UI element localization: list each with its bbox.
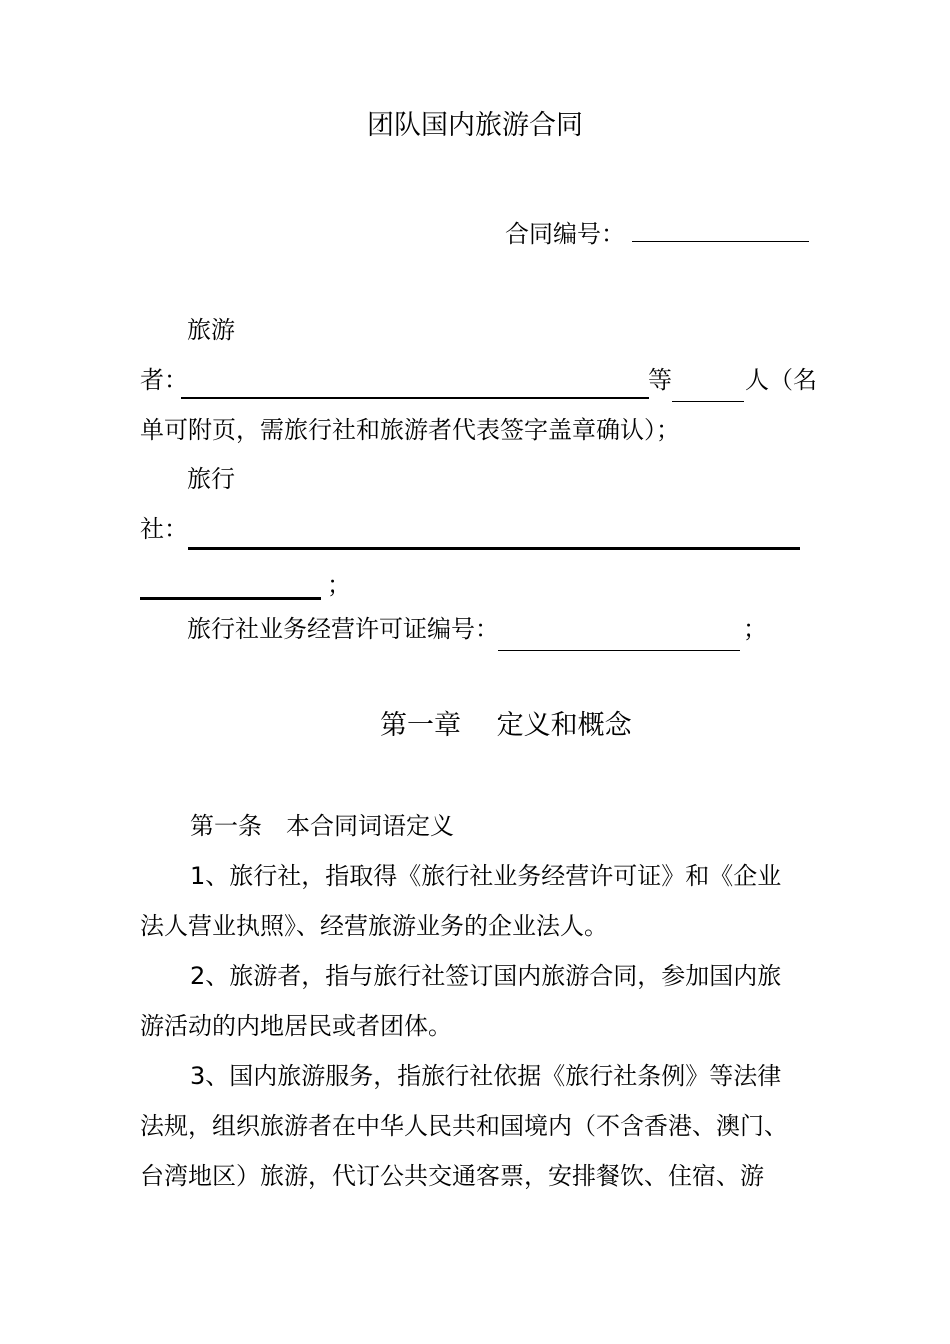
contract-number-label: 合同编号： <box>505 220 625 248</box>
license-semicolon: ； <box>743 615 767 643</box>
definition-line: 3、国内旅游服务，指旅行社依据《旅行社条例》等法律 <box>190 1062 782 1090</box>
tourist-count-blank[interactable] <box>672 401 744 402</box>
tourist-name-blank[interactable] <box>181 397 649 399</box>
definition-line: 法规，组织旅游者在中华人民共和国境内（不含香港、澳门、 <box>140 1112 788 1140</box>
definition-line: 台湾地区）旅游，代订公共交通客票，安排餐饮、住宿、游 <box>140 1162 764 1190</box>
article-heading: 第一条 本合同词语定义 <box>190 812 454 840</box>
agency-label-line2: 社： <box>140 515 188 543</box>
agency-semicolon: ； <box>327 571 351 599</box>
tourist-label-line2: 者： <box>140 366 188 394</box>
agency-name-blank-continued[interactable] <box>140 597 321 600</box>
license-number-blank[interactable] <box>498 650 740 651</box>
contract-title: 团队国内旅游合同 <box>367 110 583 141</box>
license-number-label: 旅行社业务经营许可证编号： <box>187 615 499 643</box>
agency-label-line1: 旅行 <box>187 465 235 493</box>
tourist-ren-text: 人（名 <box>745 366 817 394</box>
chapter-heading: 第一章 定义和概念 <box>380 710 632 741</box>
agency-name-blank[interactable] <box>188 547 800 550</box>
tourist-list-note: 单可附页，需旅行社和旅游者代表签字盖章确认）； <box>140 416 680 444</box>
contract-number-blank[interactable] <box>632 241 809 242</box>
definition-line: 2、旅游者，指与旅行社签订国内旅游合同，参加国内旅 <box>190 962 782 990</box>
definition-line: 1、旅行社，指取得《旅行社业务经营许可证》和《企业 <box>190 862 782 890</box>
definition-line: 游活动的内地居民或者团体。 <box>140 1012 452 1040</box>
tourist-label-line1: 旅游 <box>187 316 235 344</box>
definition-line: 法人营业执照》、经营旅游业务的企业法人。 <box>140 912 608 940</box>
tourist-deng-text: 等 <box>648 366 672 394</box>
